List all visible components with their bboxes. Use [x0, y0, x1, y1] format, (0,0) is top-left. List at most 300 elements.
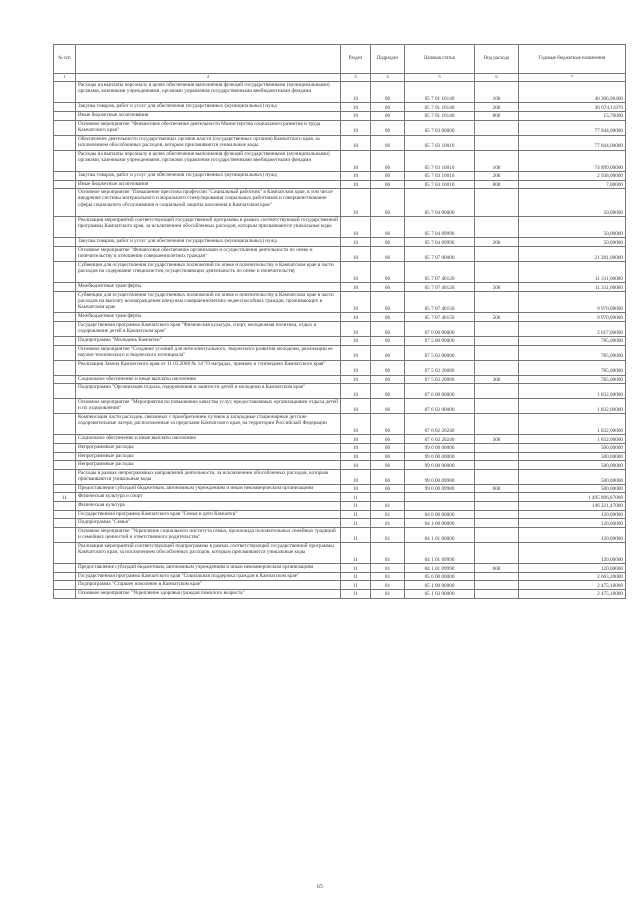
- cell-podrazdel: [371, 493, 405, 502]
- cell-name: Государственная программа Камчатского края "Физическая культура, спорт, молодежная политика, отдых и оздоровление детей в Камчатском крае": [76, 321, 341, 336]
- cell-podrazdel: 06: [371, 444, 405, 453]
- cell-target-article: 07 6 02 20240: [405, 435, 475, 444]
- cell-amount: 9 970,00000: [519, 313, 626, 322]
- cell-num: [54, 375, 76, 384]
- cell-target-article: 04 1 01 09990: [405, 564, 475, 573]
- cell-razdel: 10: [341, 135, 371, 150]
- cell-razdel: 10: [341, 345, 371, 360]
- cell-target-article: 07 5 02 20080: [405, 360, 475, 375]
- table-row: [54, 150, 626, 171]
- cell-podrazdel: 06: [371, 103, 405, 112]
- cell-num: [54, 82, 76, 103]
- cell-name: Закупка товаров, работ и услуг для обеспечения государственных (муниципальных) нужд: [76, 238, 341, 247]
- cell-amount: 1 495 896,87000: [519, 493, 626, 502]
- cell-razdel: 10: [341, 321, 371, 336]
- table-row: [54, 572, 626, 581]
- cell-num: [54, 283, 76, 292]
- cell-name: Основное мероприятие "Финансовое обеспечение деятельности Министерства социального развития и труда Камчатского края": [76, 120, 341, 135]
- cell-razdel: 10: [341, 399, 371, 414]
- cell-num: 11: [54, 493, 76, 502]
- cell-razdel: 11: [341, 542, 371, 563]
- cell-razdel: 10: [341, 120, 371, 135]
- cell-podrazdel: 01: [371, 581, 405, 590]
- cell-name: Непрограммные расходы: [76, 452, 341, 461]
- cell-num: [54, 469, 76, 484]
- cell-expense-type: [475, 519, 519, 528]
- cell-podrazdel: 06: [371, 246, 405, 261]
- cell-amount: 1 832,00000: [519, 399, 626, 414]
- cell-podrazdel: 06: [371, 291, 405, 312]
- cell-num: [54, 452, 76, 461]
- cell-razdel: 10: [341, 360, 371, 375]
- cell-name: Расходы в рамках непрограммных направлений деятельности, за исключением обособленных расходов, которым присваиваются уникальные коды: [76, 469, 341, 484]
- cell-name: Субвенции для осуществления государственных полномочий по опеке и попечительству в Камчатском крае в части расходов на выплату вознаграждения опекунам совершеннолетних недееспособных граждан, проживающих в Камчатском крае: [76, 291, 341, 312]
- cell-amount: 15,70000: [519, 111, 626, 120]
- cell-razdel: 10: [341, 103, 371, 112]
- cell-razdel: 10: [341, 384, 371, 399]
- cell-num: [54, 216, 76, 237]
- cell-amount: 9 970,00000: [519, 291, 626, 312]
- cell-razdel: 11: [341, 581, 371, 590]
- cell-num: [54, 321, 76, 336]
- cell-target-article: 04 1 01 00000: [405, 527, 475, 542]
- cell-num: [54, 502, 76, 511]
- cell-name: Обеспечение деятельности государственных органов власти (государственных органов) Камчатского края, за исключением обособленных расходов, которым присваиваются уникальные коды: [76, 135, 341, 150]
- cell-podrazdel: 06: [371, 261, 405, 282]
- cell-name: Основное мероприятие "Создание условий для интеллектуального, творческого развития молодежи, реализации ее научно-технического и творческого потенциала": [76, 345, 341, 360]
- cell-num: [54, 135, 76, 150]
- table-row: [54, 291, 626, 312]
- column-number-row: [54, 74, 626, 82]
- cell-podrazdel: 06: [371, 216, 405, 237]
- table-row: [54, 399, 626, 414]
- cell-num: [54, 581, 76, 590]
- cell-podrazdel: 01: [371, 527, 405, 542]
- cell-amount: 74 899,00000: [519, 150, 626, 171]
- cell-amount: 1 832,00000: [519, 384, 626, 399]
- header-cell-razdel: Раздел: [341, 45, 371, 74]
- cell-num: [54, 399, 76, 414]
- cell-amount: 2 475,10000: [519, 590, 626, 599]
- budget-table: [53, 44, 626, 599]
- cell-num: [54, 519, 76, 528]
- cell-name: Расходы на выплаты персоналу в целях обеспечения выполнения функций государственными (муниципальными) органами, казенными учреждениями, органами управления государственными внебюджетными фондами: [76, 150, 341, 171]
- table-row: [54, 283, 626, 292]
- cell-podrazdel: 01: [371, 564, 405, 573]
- table-row: [54, 461, 626, 470]
- cell-name: Подпрограмма "Семья": [76, 519, 341, 528]
- table-row: [54, 502, 626, 511]
- cell-amount: 7,00000: [519, 180, 626, 189]
- column-number: 5: [405, 74, 475, 82]
- cell-razdel: 11: [341, 502, 371, 511]
- cell-num: [54, 345, 76, 360]
- cell-amount: 77 844,00000: [519, 120, 626, 135]
- cell-expense-type: 200: [475, 103, 519, 112]
- cell-name: Государственная программа Камчатского края "Семья и дети Камчатки": [76, 510, 341, 519]
- cell-razdel: 11: [341, 519, 371, 528]
- cell-target-article: 05 7 07 00000: [405, 246, 475, 261]
- cell-amount: 500,00000: [519, 461, 626, 470]
- cell-expense-type: [475, 120, 519, 135]
- cell-num: [54, 336, 76, 345]
- cell-expense-type: [475, 321, 519, 336]
- cell-podrazdel: 06: [371, 452, 405, 461]
- cell-amount: 40 306,96400: [519, 82, 626, 103]
- table-body: [54, 82, 626, 599]
- table-row: [54, 321, 626, 336]
- cell-expense-type: 600: [475, 484, 519, 493]
- table-row: [54, 493, 626, 502]
- table-row: [54, 111, 626, 120]
- cell-amount: 11 311,00000: [519, 261, 626, 282]
- table-row: [54, 246, 626, 261]
- cell-podrazdel: 06: [371, 345, 405, 360]
- cell-name: Закупка товаров, работ и услуг для обеспечения государственных (муниципальных) нужд: [76, 171, 341, 180]
- table-row: [54, 510, 626, 519]
- cell-target-article: 99 0 00 09980: [405, 484, 475, 493]
- cell-expense-type: [475, 360, 519, 375]
- cell-num: [54, 120, 76, 135]
- cell-razdel: 10: [341, 375, 371, 384]
- cell-num: [54, 384, 76, 399]
- table-row: [54, 484, 626, 493]
- cell-target-article: 99 0 00 00000: [405, 452, 475, 461]
- cell-podrazdel: 06: [371, 150, 405, 171]
- cell-name: Закупка товаров, работ и услуг для обеспечения государственных (муниципальных) нужд: [76, 103, 341, 112]
- cell-target-article: 05 7 04 00000: [405, 189, 475, 217]
- header-row: [54, 45, 626, 74]
- cell-expense-type: [475, 469, 519, 484]
- cell-razdel: 10: [341, 246, 371, 261]
- cell-razdel: 10: [341, 283, 371, 292]
- cell-num: [54, 414, 76, 435]
- cell-num: [54, 435, 76, 444]
- cell-target-article: 07 6 02 00000: [405, 399, 475, 414]
- cell-target-article: [405, 502, 475, 511]
- cell-target-article: 05 7 03 10010: [405, 135, 475, 150]
- cell-name: Межбюджетные трансферты: [76, 283, 341, 292]
- table-row: [54, 189, 626, 217]
- cell-target-article: 99 0 00 09980: [405, 469, 475, 484]
- table-row: [54, 414, 626, 435]
- cell-target-article: 05 1 00 00000: [405, 581, 475, 590]
- cell-name: Основное мероприятие "Повышение престижа профессии "Социальный работник" в Камчатском крае, в том числе внедрение системы материального и морального стимулирования социальных работников и совершенствование сферы социального обслуживания и социальной защиты населения в Камчатском крае": [76, 189, 341, 217]
- cell-razdel: 10: [341, 150, 371, 171]
- cell-name: Расходы на выплаты персоналу в целях обеспечения выполнения функций государственными (муниципальными) органами, казенными учреждениями, органами управления государственными внебюджетными фондами: [76, 82, 341, 103]
- cell-name: Реализация Закона Камчатского края от 11.03.2008 № 14 "О наградах, премиях и стипендиях Камчатского края": [76, 360, 341, 375]
- cell-expense-type: [475, 399, 519, 414]
- cell-num: [54, 261, 76, 282]
- cell-podrazdel: 06: [371, 435, 405, 444]
- cell-amount: 2 938,00000: [519, 171, 626, 180]
- cell-name: Субвенции для осуществления государственных полномочий по опеке и попечительству в Камчатском крае в части расходов на содержание специалистов, осуществляющих деятельность по опеке и попечительству: [76, 261, 341, 282]
- cell-razdel: 10: [341, 261, 371, 282]
- cell-name: Компенсация части расходов, связанных с приобретением путевок в загородные стационарные детские оздоровительные лагеря, расположенные за пределами Камчатского края, на территории Российской Федерации: [76, 414, 341, 435]
- cell-target-article: 07 0 00 00000: [405, 321, 475, 336]
- cell-podrazdel: 06: [371, 360, 405, 375]
- column-number: 3: [341, 74, 371, 82]
- cell-podrazdel: 06: [371, 313, 405, 322]
- cell-num: [54, 171, 76, 180]
- cell-target-article: 05 7 04 09990: [405, 238, 475, 247]
- cell-razdel: 10: [341, 189, 371, 217]
- cell-amount: 50,00000: [519, 238, 626, 247]
- cell-expense-type: [475, 581, 519, 590]
- cell-expense-type: [475, 216, 519, 237]
- cell-target-article: 05 7 07 40150: [405, 313, 475, 322]
- cell-expense-type: [475, 246, 519, 261]
- cell-expense-type: 800: [475, 111, 519, 120]
- cell-razdel: 10: [341, 469, 371, 484]
- cell-amount: 50,00000: [519, 216, 626, 237]
- cell-razdel: 10: [341, 313, 371, 322]
- cell-target-article: 05 7 07 40120: [405, 261, 475, 282]
- cell-num: [54, 111, 76, 120]
- cell-num: [54, 360, 76, 375]
- cell-target-article: 07 6 02 20240: [405, 414, 475, 435]
- table-row: [54, 469, 626, 484]
- cell-target-article: 99 0 00 00000: [405, 461, 475, 470]
- cell-expense-type: [475, 502, 519, 511]
- cell-amount: 120,00000: [519, 519, 626, 528]
- cell-razdel: 10: [341, 238, 371, 247]
- cell-target-article: 04 1 00 00000: [405, 519, 475, 528]
- cell-podrazdel: 01: [371, 502, 405, 511]
- cell-target-article: 05 7 03 10010: [405, 171, 475, 180]
- cell-num: [54, 510, 76, 519]
- cell-name: Предоставление субсидий бюджетным, автономным учреждениям и иным некоммерческим организациям: [76, 564, 341, 573]
- cell-amount: 500,00000: [519, 484, 626, 493]
- cell-target-article: 05 7 03 10010: [405, 150, 475, 171]
- cell-expense-type: [475, 493, 519, 502]
- cell-expense-type: [475, 261, 519, 282]
- cell-num: [54, 461, 76, 470]
- cell-razdel: 10: [341, 435, 371, 444]
- cell-razdel: 10: [341, 180, 371, 189]
- column-number: 6: [475, 74, 519, 82]
- table-row: [54, 435, 626, 444]
- cell-razdel: 10: [341, 111, 371, 120]
- table-row: [54, 120, 626, 135]
- cell-name: Физическая культура: [76, 502, 341, 511]
- cell-amount: 1 832,00000: [519, 414, 626, 435]
- cell-amount: 36 674,11870: [519, 103, 626, 112]
- cell-name: Государственная программа Камчатского края "Социальная поддержка граждан в Камчатском крае": [76, 572, 341, 581]
- cell-podrazdel: 01: [371, 572, 405, 581]
- cell-num: [54, 564, 76, 573]
- cell-amount: 1 832,00000: [519, 435, 626, 444]
- cell-amount: 120,00000: [519, 510, 626, 519]
- table-row: [54, 216, 626, 237]
- cell-num: [54, 527, 76, 542]
- column-number: 2: [76, 74, 341, 82]
- cell-razdel: 11: [341, 527, 371, 542]
- table-row: [54, 238, 626, 247]
- cell-expense-type: 800: [475, 180, 519, 189]
- cell-podrazdel: 06: [371, 111, 405, 120]
- cell-expense-type: [475, 452, 519, 461]
- cell-target-article: 04 0 00 00000: [405, 510, 475, 519]
- table-row: [54, 375, 626, 384]
- cell-amount: 785,00000: [519, 345, 626, 360]
- cell-podrazdel: 06: [371, 82, 405, 103]
- table-row: [54, 519, 626, 528]
- cell-podrazdel: 01: [371, 590, 405, 599]
- cell-amount: 77 844,00000: [519, 135, 626, 150]
- cell-amount: 146 321,47000: [519, 502, 626, 511]
- cell-expense-type: [475, 510, 519, 519]
- table-row: [54, 542, 626, 563]
- cell-num: [54, 484, 76, 493]
- cell-expense-type: 500: [475, 283, 519, 292]
- cell-target-article: 05 7 03 00000: [405, 120, 475, 135]
- cell-podrazdel: 06: [371, 399, 405, 414]
- cell-num: [54, 180, 76, 189]
- cell-amount: 120,00000: [519, 527, 626, 542]
- cell-expense-type: 200: [475, 171, 519, 180]
- cell-name: Непрограммные расходы: [76, 461, 341, 470]
- cell-num: [54, 542, 76, 563]
- cell-num: [54, 103, 76, 112]
- cell-expense-type: [475, 135, 519, 150]
- cell-razdel: 11: [341, 572, 371, 581]
- table-row: [54, 313, 626, 322]
- column-number: 4: [371, 74, 405, 82]
- cell-expense-type: 100: [475, 150, 519, 171]
- cell-podrazdel: 06: [371, 461, 405, 470]
- cell-name: Межбюджетные трансферты: [76, 313, 341, 322]
- cell-name: Иные бюджетные ассигнования: [76, 180, 341, 189]
- budget-table-sheet: [53, 44, 625, 599]
- cell-podrazdel: 01: [371, 542, 405, 563]
- table-row: [54, 336, 626, 345]
- table-row: [54, 452, 626, 461]
- cell-expense-type: [475, 384, 519, 399]
- cell-razdel: 10: [341, 414, 371, 435]
- cell-amount: 2 475,10000: [519, 581, 626, 590]
- cell-name: Основное мероприятие "Укрепление социального института семьи, пропаганда положительных семейных традиций и семейных ценностей и ответственного родительства": [76, 527, 341, 542]
- cell-target-article: 07 5 02 00000: [405, 345, 475, 360]
- cell-amount: 50,00000: [519, 189, 626, 217]
- cell-expense-type: 100: [475, 82, 519, 103]
- cell-num: [54, 246, 76, 261]
- cell-amount: 785,00000: [519, 336, 626, 345]
- cell-expense-type: [475, 542, 519, 563]
- cell-target-article: 05 7 01 10140: [405, 82, 475, 103]
- cell-name: Реализация мероприятий соответствующей подпрограммы в рамках соответствующей государственной программы Камчатского края, за исключением обособленных расходов, которым присваиваются уникальные коды: [76, 542, 341, 563]
- cell-target-article: 04 1 01 09990: [405, 542, 475, 563]
- cell-name: Иные бюджетные ассигнования: [76, 111, 341, 120]
- table-row: [54, 103, 626, 112]
- cell-amount: 500,00000: [519, 452, 626, 461]
- cell-name: Социальное обеспечение и иные выплаты населению: [76, 435, 341, 444]
- cell-podrazdel: 01: [371, 510, 405, 519]
- table-row: [54, 564, 626, 573]
- cell-amount: 500,00000: [519, 469, 626, 484]
- cell-name: Непрограммные расходы: [76, 444, 341, 453]
- cell-target-article: 05 7 01 10140: [405, 111, 475, 120]
- cell-num: [54, 238, 76, 247]
- cell-amount: 11 311,00000: [519, 283, 626, 292]
- cell-num: [54, 590, 76, 599]
- cell-razdel: 11: [341, 564, 371, 573]
- cell-name: Подпрограмма "Организация отдыха, оздоровления и занятости детей и молодежи в Камчатском крае": [76, 384, 341, 399]
- cell-razdel: 10: [341, 291, 371, 312]
- cell-razdel: 10: [341, 336, 371, 345]
- cell-expense-type: [475, 444, 519, 453]
- page-number: 65: [317, 884, 323, 890]
- table-row: [54, 590, 626, 599]
- cell-podrazdel: 06: [371, 171, 405, 180]
- cell-podrazdel: 06: [371, 384, 405, 399]
- cell-razdel: 10: [341, 171, 371, 180]
- table-row: [54, 171, 626, 180]
- cell-expense-type: [475, 461, 519, 470]
- cell-expense-type: 300: [475, 375, 519, 384]
- cell-razdel: 11: [341, 510, 371, 519]
- table-row: [54, 135, 626, 150]
- cell-expense-type: [475, 414, 519, 435]
- table-row: [54, 261, 626, 282]
- cell-target-article: 05 7 07 40150: [405, 291, 475, 312]
- cell-num: [54, 572, 76, 581]
- header-cell-cs: Целевая статья: [405, 45, 475, 74]
- cell-razdel: 11: [341, 493, 371, 502]
- table-row: [54, 444, 626, 453]
- cell-num: [54, 313, 76, 322]
- cell-amount: 21 281,00000: [519, 246, 626, 261]
- cell-target-article: 07 5 02 20080: [405, 375, 475, 384]
- table-row: [54, 581, 626, 590]
- cell-expense-type: 300: [475, 435, 519, 444]
- table-row: [54, 384, 626, 399]
- column-number: 7: [519, 74, 626, 82]
- cell-podrazdel: 06: [371, 484, 405, 493]
- cell-amount: 2 617,00000: [519, 321, 626, 336]
- cell-name: Социальное обеспечение и иные выплаты населению: [76, 375, 341, 384]
- cell-razdel: 10: [341, 452, 371, 461]
- cell-podrazdel: 06: [371, 180, 405, 189]
- cell-name: Реализация мероприятий соответствующей государственной программы в рамках соответствующей государственной программы Камчатского края, за исключением обособленных расходов, которым присваиваются уникальные коды: [76, 216, 341, 237]
- cell-expense-type: 600: [475, 564, 519, 573]
- cell-num: [54, 189, 76, 217]
- cell-target-article: 05 7 01 10140: [405, 103, 475, 112]
- column-number: 1: [54, 74, 76, 82]
- cell-podrazdel: 06: [371, 321, 405, 336]
- header-cell-name: [76, 45, 341, 74]
- cell-target-article: [405, 493, 475, 502]
- cell-razdel: 10: [341, 82, 371, 103]
- cell-target-article: 05 7 03 10010: [405, 180, 475, 189]
- cell-target-article: 05 7 04 09990: [405, 216, 475, 237]
- cell-name: Основное мероприятие "Финансовое обеспечение организации и осуществления деятельности по опеке и попечительству в отношении совершеннолетних граждан": [76, 246, 341, 261]
- cell-target-article: 05 7 07 40120: [405, 283, 475, 292]
- cell-expense-type: [475, 527, 519, 542]
- cell-razdel: 10: [341, 444, 371, 453]
- cell-target-article: 07 5 00 00000: [405, 336, 475, 345]
- table-row: [54, 82, 626, 103]
- cell-amount: 785,00000: [519, 360, 626, 375]
- cell-target-article: 07 6 00 00000: [405, 384, 475, 399]
- cell-podrazdel: 06: [371, 375, 405, 384]
- cell-name: Основное мероприятие "Мероприятия по повышению качества услуг, предоставляемых организациями отдыха детей и их оздоровления": [76, 399, 341, 414]
- cell-expense-type: [475, 590, 519, 599]
- table-row: [54, 360, 626, 375]
- cell-expense-type: [475, 345, 519, 360]
- cell-expense-type: 200: [475, 238, 519, 247]
- cell-amount: 785,00000: [519, 375, 626, 384]
